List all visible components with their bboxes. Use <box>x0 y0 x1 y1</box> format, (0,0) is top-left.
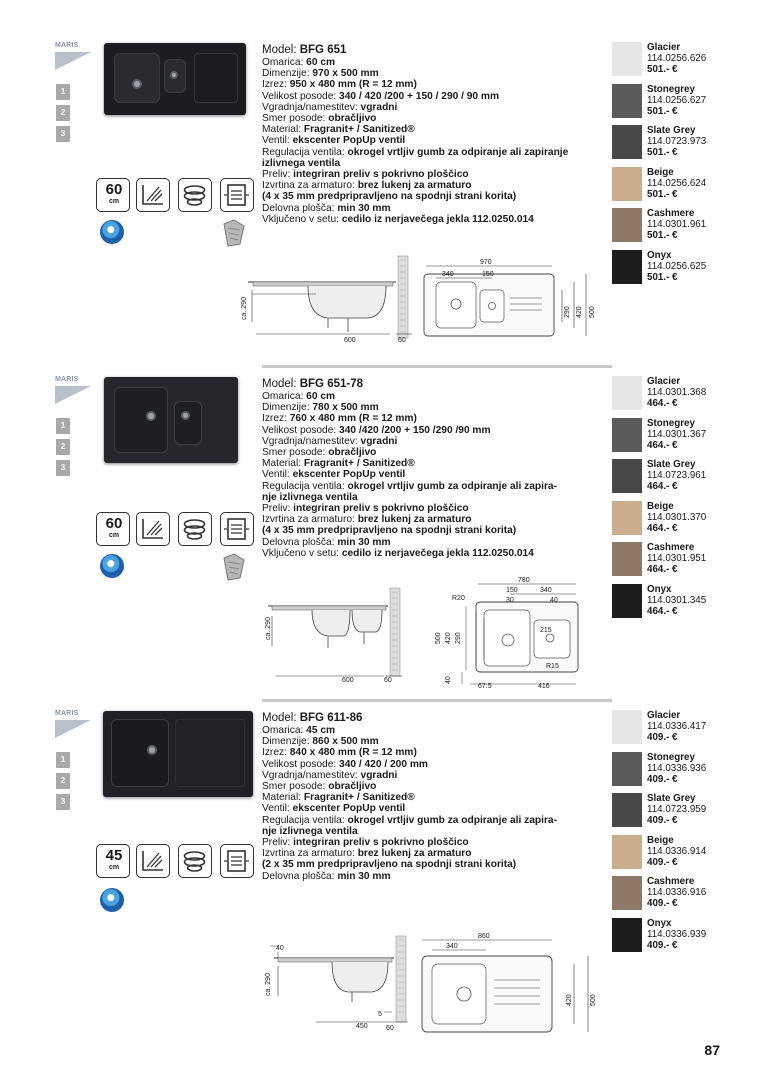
sink-bowl <box>114 387 168 453</box>
color-name: Slate Grey <box>647 125 696 137</box>
step-number: 2 <box>56 773 70 789</box>
spec-line: Ventil: ekscenter PopUp ventil <box>262 135 406 147</box>
color-code: 114.0301.345 <box>647 594 707 606</box>
dim-base-width: 600 <box>342 677 354 684</box>
top-view <box>462 584 578 684</box>
color-name: Beige <box>647 834 674 846</box>
color-option <box>612 710 762 752</box>
dim-height-420: 420 <box>445 632 452 644</box>
color-swatch <box>612 84 642 118</box>
color-swatch <box>612 418 642 452</box>
dim-wall: 60 <box>386 1025 394 1032</box>
color-name: Glacier <box>647 710 681 721</box>
step-number: 3 <box>56 126 70 142</box>
cabinet-size-icon: 60 cm <box>96 178 130 212</box>
step-number: 1 <box>56 84 70 100</box>
side-view <box>270 936 408 1022</box>
color-price: 464.- € <box>647 605 678 617</box>
color-swatch <box>612 752 642 786</box>
color-option <box>612 542 762 584</box>
color-price: 464.- € <box>647 481 678 493</box>
color-name: Onyx <box>647 249 672 261</box>
sink-drain <box>146 411 156 421</box>
spec-line: Smer posode: obračljivo <box>262 447 377 459</box>
dim-radius-15: R15 <box>546 663 559 670</box>
spec-line: Delovna plošča: min 30 mm <box>262 536 391 548</box>
color-name: Beige <box>647 500 674 512</box>
spec-line: Vgradnja/namestitev: vgradni <box>262 435 398 447</box>
dim-total-width: 970 <box>480 259 492 266</box>
spec-line: Dimenzije: 970 x 500 mm <box>262 68 379 80</box>
spec-line: Vgradnja/namestitev: vgradni <box>262 769 398 781</box>
step-numbers <box>56 752 70 815</box>
undermount-icon <box>136 178 170 212</box>
dim-width-40: 40 <box>550 597 558 604</box>
spec-line: Vgradnja/namestitev: vgradni <box>262 101 398 113</box>
spec-line: Ventil: ekscenter PopUp ventil <box>262 803 406 815</box>
color-name: Onyx <box>647 583 672 595</box>
drainboard <box>194 53 238 103</box>
technical-drawing <box>252 576 582 692</box>
dim-top-40: 40 <box>276 945 284 952</box>
spec-line: Regulacija ventila: okrogel vrtljiv gumb za odpiranje ali zapiranje <box>262 146 569 158</box>
spec-line: Material: Fragranit+ / Sanitized® <box>262 458 415 470</box>
color-option <box>612 167 762 209</box>
bowl-icon <box>178 844 212 878</box>
dim-height-290: 290 <box>455 632 462 644</box>
sink-bowl-small <box>174 401 202 445</box>
dim-bowl-width: 340 <box>446 943 458 950</box>
dim-side-height: ca. 290 <box>265 973 272 996</box>
sink-bowl <box>114 53 160 103</box>
color-list <box>612 710 762 960</box>
step-number: 2 <box>56 105 70 121</box>
dim-base-width: 450 <box>356 1023 368 1030</box>
sink-drain <box>132 79 142 89</box>
side-view <box>268 588 402 676</box>
step-number: 3 <box>56 460 70 476</box>
dim-side-height: ca. 290 <box>265 617 272 640</box>
brand-triangle <box>55 52 91 70</box>
color-code: 114.0256.625 <box>647 260 707 272</box>
color-code: 114.0256.627 <box>647 94 707 106</box>
sink-photo <box>104 43 246 115</box>
color-code: 114.0301.961 <box>647 219 707 231</box>
model-name: BFG 651 <box>299 44 347 56</box>
color-code: 114.0336.914 <box>647 845 707 857</box>
section-divider <box>262 699 612 702</box>
spec-line: (4 x 35 mm predpripravljeno na spodnji strani korita) <box>262 525 517 537</box>
color-option <box>612 84 762 126</box>
color-code: 114.0301.370 <box>647 511 707 523</box>
brand-triangle <box>55 720 91 738</box>
step-number: 2 <box>56 439 70 455</box>
spec-line: Vključeno v setu: cedilo iz nerjavečega jekla 112.0250.014 <box>262 213 534 225</box>
product-section-bfg-651-78 <box>0 376 764 696</box>
spec-line: Preliv: integriran preliv s pokrivno ploščico <box>262 837 469 849</box>
spec-line: Regulacija ventila: okrogel vrtljiv gumb za odpiranje ali zapira- <box>262 814 557 826</box>
dim-small-bowl-width: 150 <box>482 271 494 278</box>
color-name: Stonegrey <box>647 751 695 763</box>
dim-height-500: 500 <box>435 632 442 644</box>
page-number: 87 <box>704 1042 720 1058</box>
spec-line: nje izlivnega ventila <box>262 825 358 837</box>
dim-height-420: 420 <box>566 994 573 1006</box>
color-name: Slate Grey <box>647 793 696 805</box>
sink-drain <box>181 411 190 420</box>
color-option <box>612 418 762 460</box>
spec-line: Dimenzije: 780 x 500 mm <box>262 402 379 414</box>
technical-drawing <box>256 916 606 1040</box>
spec-line: Izvrtina za armaturo: brez lukenj za armaturo <box>262 180 472 192</box>
color-code: 114.0336.417 <box>647 721 707 732</box>
color-swatch <box>612 376 642 410</box>
color-price: 464.- € <box>647 439 678 451</box>
dim-bowl-width: 340 <box>442 271 454 278</box>
color-code: 114.0301.951 <box>647 553 707 565</box>
sink-drain <box>170 71 178 79</box>
color-name: Beige <box>647 166 674 178</box>
color-code: 114.0723.959 <box>647 804 707 816</box>
dim-total-width: 780 <box>518 577 530 584</box>
sink-drain <box>147 745 157 755</box>
color-code: 114.0336.916 <box>647 887 707 899</box>
dim-side-height: ca. 290 <box>241 297 248 320</box>
color-swatch <box>612 208 642 242</box>
spec-line: Material: Fragranit+ / Sanitized® <box>262 124 415 136</box>
model-line: Model: BFG 651-78 <box>262 378 363 390</box>
top-view <box>422 940 588 1032</box>
color-swatch <box>612 42 642 76</box>
spec-line: (4 x 35 mm predpripravljeno na spodnji strani korita) <box>262 191 517 203</box>
sink-photo <box>104 377 238 463</box>
dim-height-290: 290 <box>564 306 571 318</box>
color-list <box>612 376 762 626</box>
brand-label: MARIS <box>55 710 79 717</box>
dim-height-500: 500 <box>590 994 597 1006</box>
dim-215: 215 <box>540 627 552 634</box>
dim-small-5: 5 <box>378 1011 382 1018</box>
color-code: 114.0301.367 <box>647 428 707 440</box>
spec-line: izlivnega ventila <box>262 157 341 169</box>
spec-line: Izvrtina za armaturo: brez lukenj za armaturo <box>262 514 472 526</box>
dim-width-340: 340 <box>540 587 552 594</box>
section-divider <box>262 365 612 368</box>
color-code: 114.0336.936 <box>647 762 707 774</box>
color-price: 464.- € <box>647 398 678 409</box>
color-code: 114.0336.939 <box>647 928 707 940</box>
color-swatch <box>612 793 642 827</box>
step-numbers <box>56 418 70 481</box>
color-name: Slate Grey <box>647 459 696 471</box>
color-swatch <box>612 876 642 910</box>
dim-wall: 60 <box>384 677 392 684</box>
brand-label: MARIS <box>55 42 79 49</box>
color-price: 464.- € <box>647 522 678 534</box>
color-price: 464.- € <box>647 564 678 576</box>
undermount-icon <box>136 844 170 878</box>
dim-height-420: 420 <box>576 306 583 318</box>
dim-base-width: 600 <box>344 337 356 344</box>
dim-height-500: 500 <box>589 306 596 318</box>
dim-height-40: 40 <box>445 676 452 684</box>
color-option <box>612 459 762 501</box>
dishwasher-icon <box>220 178 254 212</box>
spec-line: Smer posode: obračljivo <box>262 781 377 793</box>
dim-wall: 60 <box>398 337 406 344</box>
spec-list <box>262 712 602 882</box>
color-price: 409.- € <box>647 856 678 868</box>
color-option <box>612 42 762 84</box>
color-name: Glacier <box>647 42 681 53</box>
color-price: 501.- € <box>647 64 678 75</box>
color-swatch <box>612 125 642 159</box>
color-code: 114.0723.961 <box>647 470 707 482</box>
color-swatch <box>612 710 642 744</box>
color-swatch <box>612 167 642 201</box>
step-numbers <box>56 84 70 147</box>
spec-line: Dimenzije: 860 x 500 mm <box>262 736 379 748</box>
color-price: 501.- € <box>647 271 678 283</box>
color-price: 409.- € <box>647 898 678 910</box>
brand-triangle <box>55 386 91 404</box>
model-line: Model: BFG 611-86 <box>262 712 363 724</box>
color-price: 501.- € <box>647 147 678 159</box>
color-list <box>612 42 762 292</box>
spec-line: Omarica: 60 cm <box>262 57 336 68</box>
sink-photo <box>103 711 253 797</box>
model-line: Model: BFG 651 <box>262 44 347 56</box>
color-price: 409.- € <box>647 773 678 785</box>
color-code: 114.0256.626 <box>647 53 707 64</box>
color-swatch <box>612 250 642 284</box>
spec-line: Material: Fragranit+ / Sanitized® <box>262 792 415 804</box>
strainer-basket-icon <box>220 552 248 582</box>
spec-line: (2 x 35 mm predpripravljeno na spodnji strani korita) <box>262 859 517 871</box>
color-name: Onyx <box>647 917 672 929</box>
sink-bowl <box>111 719 169 787</box>
spec-line: Izrez: 840 x 480 mm (R = 12 mm) <box>262 747 417 759</box>
dim-width-30: 30 <box>506 597 514 604</box>
color-swatch <box>612 584 642 618</box>
step-number: 1 <box>56 418 70 434</box>
dim-radius-20: R20 <box>452 595 465 602</box>
color-code: 114.0301.368 <box>647 387 707 398</box>
color-swatch <box>612 459 642 493</box>
color-name: Stonegrey <box>647 417 695 429</box>
sanitized-seal-icon <box>100 220 124 244</box>
color-price: 409.- € <box>647 732 678 743</box>
color-option <box>612 208 762 250</box>
color-option <box>612 835 762 877</box>
drainboard <box>175 719 245 787</box>
spec-line: Regulacija ventila: okrogel vrtljiv gumb za odpiranje ali zapira- <box>262 480 557 492</box>
color-option <box>612 584 762 626</box>
model-name: BFG 651-78 <box>299 378 363 390</box>
spec-line: Omarica: 45 cm <box>262 725 336 736</box>
spec-line: Omarica: 60 cm <box>262 391 336 402</box>
color-option <box>612 918 762 960</box>
technical-drawing <box>228 238 608 344</box>
color-option <box>612 876 762 918</box>
cabinet-size-icon: 60 cm <box>96 512 130 546</box>
step-number: 1 <box>56 752 70 768</box>
spec-line: Preliv: integriran preliv s pokrivno ploščico <box>262 169 469 181</box>
color-price: 409.- € <box>647 939 678 951</box>
spec-line: Izrez: 760 x 480 mm (R = 12 mm) <box>262 413 417 425</box>
color-option <box>612 250 762 292</box>
spec-line: Velikost posode: 340 / 420 /200 + 150 / 290 / 90 mm <box>262 90 500 102</box>
spec-line: Vključeno v setu: cedilo iz nerjavečega jekla 112.0250.014 <box>262 547 534 559</box>
spec-line: Delovna plošča: min 30 mm <box>262 202 391 214</box>
spec-line: Smer posode: obračljivo <box>262 113 377 125</box>
spec-list <box>262 378 602 559</box>
spec-line: Izrez: 950 x 480 mm (R = 12 mm) <box>262 79 417 91</box>
cabinet-size-icon: 45 cm <box>96 844 130 878</box>
color-price: 501.- € <box>647 230 678 242</box>
color-name: Cashmere <box>647 542 695 554</box>
color-name: Stonegrey <box>647 83 695 95</box>
color-swatch <box>612 501 642 535</box>
color-option <box>612 752 762 794</box>
spec-list <box>262 44 602 225</box>
color-code: 114.0256.624 <box>647 177 707 189</box>
color-name: Glacier <box>647 376 681 387</box>
color-swatch <box>612 918 642 952</box>
side-view <box>248 256 412 338</box>
bowl-icon <box>178 178 212 212</box>
dim-total-width: 860 <box>478 933 490 940</box>
dim-width-416: 416 <box>538 683 550 690</box>
spec-line: Izvrtina za armaturo: brez lukenj za armaturo <box>262 848 472 860</box>
bowl-icon <box>178 512 212 546</box>
step-number: 3 <box>56 794 70 810</box>
color-option <box>612 376 762 418</box>
spec-line: Velikost posode: 340 /420 /200 + 150 /290 /90 mm <box>262 424 491 436</box>
color-option <box>612 501 762 543</box>
spec-line: Ventil: ekscenter PopUp ventil <box>262 469 406 481</box>
color-name: Cashmere <box>647 208 695 220</box>
product-section-bfg-651 <box>0 42 764 362</box>
color-swatch <box>612 835 642 869</box>
model-name: BFG 611-86 <box>299 712 363 724</box>
color-swatch <box>612 542 642 576</box>
spec-line: nje izlivnega ventila <box>262 491 358 503</box>
dishwasher-icon <box>220 844 254 878</box>
color-code: 114.0723.973 <box>647 136 707 148</box>
undermount-icon <box>136 512 170 546</box>
color-price: 501.- € <box>647 188 678 200</box>
dim-width-67-5: 67.5 <box>478 683 492 690</box>
color-price: 409.- € <box>647 815 678 827</box>
product-section-bfg-611-86 <box>0 710 764 1040</box>
color-price: 501.- € <box>647 105 678 117</box>
spec-line: Velikost posode: 340 / 420 / 200 mm <box>262 758 428 770</box>
sanitized-seal-icon <box>100 888 124 912</box>
spec-line: Preliv: integriran preliv s pokrivno ploščico <box>262 503 469 515</box>
dishwasher-icon <box>220 512 254 546</box>
color-name: Cashmere <box>647 876 695 888</box>
dim-width-150: 150 <box>506 587 518 594</box>
sanitized-seal-icon <box>100 554 124 578</box>
spec-line: Delovna plošča: min 30 mm <box>262 870 391 882</box>
brand-label: MARIS <box>55 376 79 383</box>
color-option <box>612 793 762 835</box>
color-option <box>612 125 762 167</box>
